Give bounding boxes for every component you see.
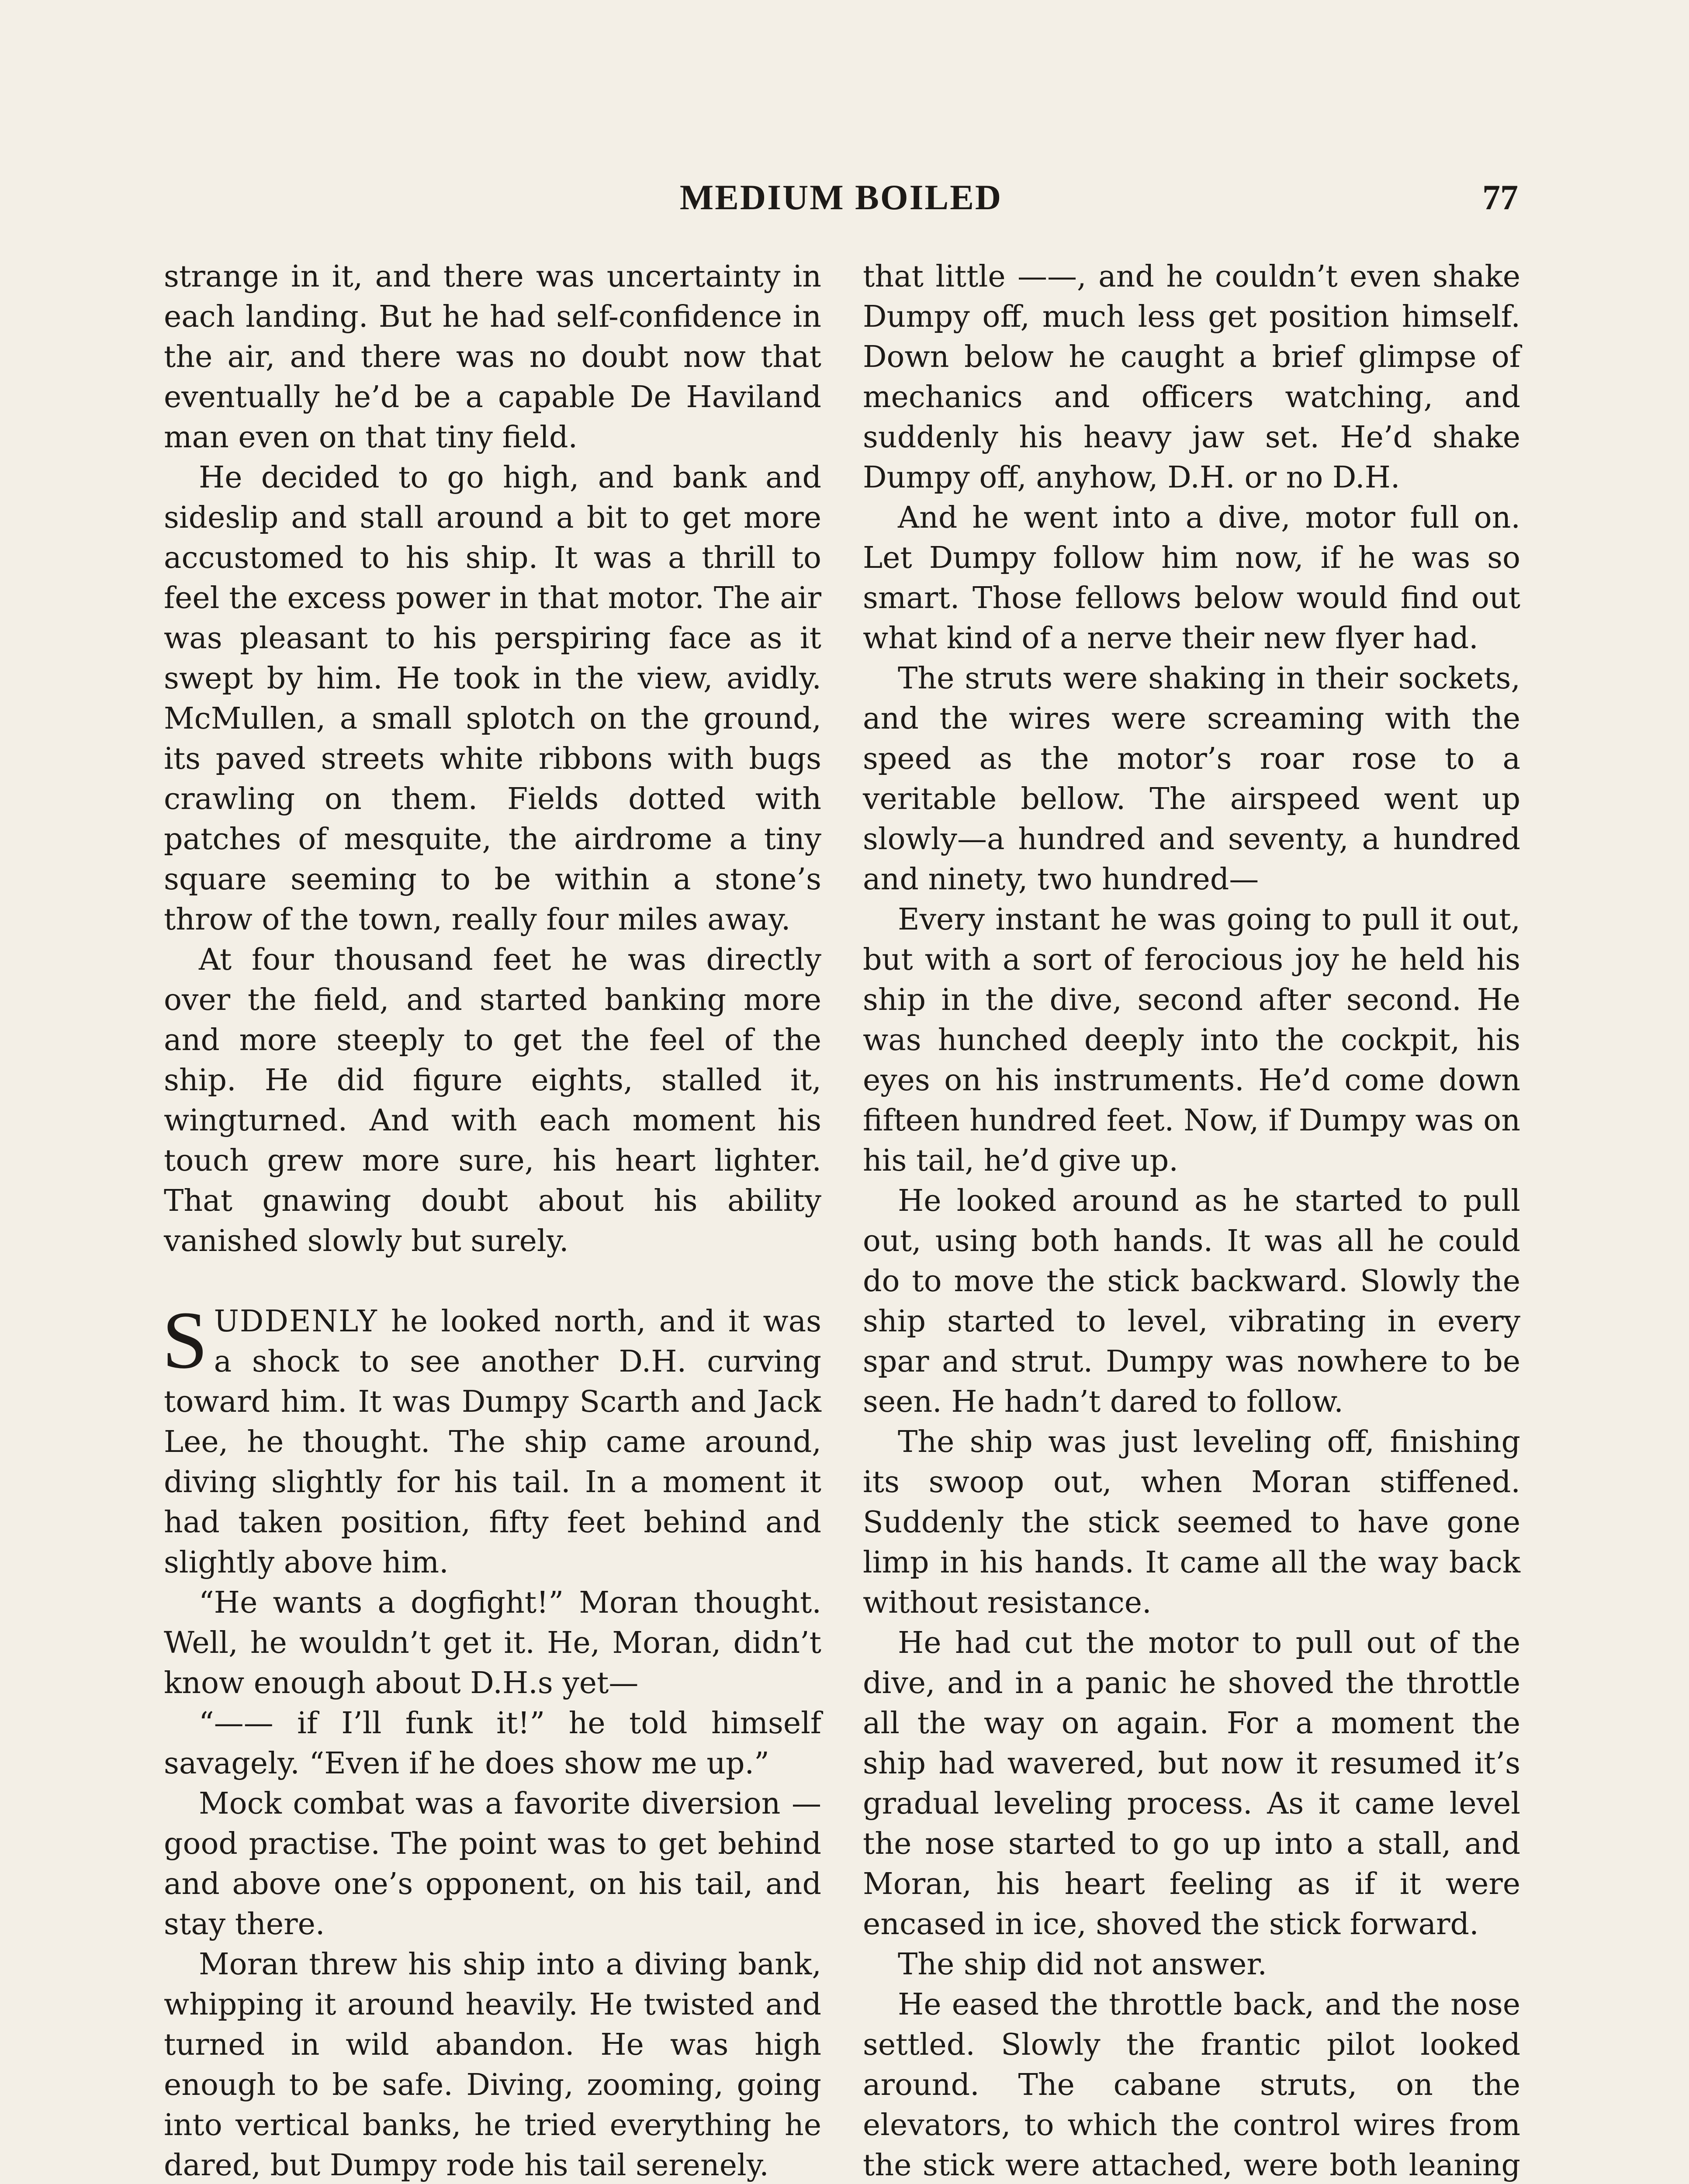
left-column — [164, 257, 821, 2184]
paragraph: “—— if I’ll funk it!” he told himself savagely. “Even if he does show me up.” — [164, 1706, 821, 1781]
paragraph: He eased the throttle back, and the nose settled. Slowly the frantic pilot looked around. The cabane struts, on the elevators, to which the control wires from the stick were attached, were both leaning — [863, 1987, 1520, 2183]
paragraph: that little ——, and he couldn’t even shake Dumpy off, much less get position himself. Down below he caught a brief glimpse of mechanics and officers watching, and suddenly his heavy jaw set. He’d shake Dumpy off, anyhow, D.H. or no D.H. — [863, 259, 1520, 495]
paragraph: strange in it, and there was uncertainty in each landing. But he had self-confidence in the air, and there was no doubt now that eventually he’d be a capable De Haviland man even on that tiny field. — [164, 259, 821, 455]
small-caps-lead: UDDENLY — [214, 1304, 378, 1339]
right-column — [863, 257, 1520, 2184]
paragraph: The ship was just leveling off, finishing its swoop out, when Moran stiffened. Suddenly the stick seemed to have gone limp in his hands. It came all the way back without resistance. — [863, 1425, 1520, 1620]
running-title: MEDIUM BOILED — [679, 177, 1003, 217]
paragraph: “He wants a dogfight!” Moran thought. Well, he wouldn’t get it. He, Moran, didn’t know enough about D.H.s yet— — [164, 1586, 821, 1700]
paragraph: At four thousand feet he was directly over the field, and started banking more and more steeply to get the feel of the ship. He did figure eights, stalled it, wingturned. And with each moment his touch grew more sure, his heart lighter. That gnawing doubt about his ability vanished slowly but surely. — [164, 943, 821, 1258]
drop-cap: S — [162, 1294, 208, 1386]
paragraph: He had cut the motor to pull out of the dive, and in a panic he shoved the throttle all the way on again. For a moment the ship had wavered, but now it resumed it’s gradual leveling process. As it came level the nose started to go up into a stall, and Moran, his heart feeling as if it were encased in ice, shoved the stick forward. — [863, 1626, 1520, 1942]
paragraph-text: he looked north, and it was a shock to see another D.H. curving toward him. It was Dumpy Scarth and Jack Lee, he thought. The ship came around, diving slightly for his tail. In a moment it had taken position, fifty feet behind and slightly above him. — [164, 1304, 821, 1580]
paragraph: Moran threw his ship into a diving bank, whipping it around heavily. He twisted and turned in wild abandon. He was high enough to be safe. Diving, zooming, going into vertical banks, he tried everything he dared, but Dumpy rode his tail serenely. — [164, 1947, 821, 2183]
paragraph: The struts were shaking in their sockets, and the wires were screaming with the speed as the motor’s roar rose to a veritable bellow. The airspeed went up slowly—a hundred and seventy, a hundred and ninety, two hundred— — [863, 661, 1520, 897]
paragraph: Every instant he was going to pull it out, but with a sort of ferocious joy he held his ship in the dive, second after second. He was hunched deeply into the cockpit, his eyes on his instruments. He’d come down fifteen hundred feet. Now, if Dumpy was on his tail, he’d give up. — [863, 902, 1520, 1178]
paragraph: He decided to go high, and bank and sideslip and stall around a bit to get more accustomed to his ship. It was a thrill to feel the excess power in that motor. The air was pleasant to his perspiring face as it swept by him. He took in the view, avidly. McMullen, a small splotch on the ground, its paved streets white ribbons with bugs crawling on them. Fields dotted with patches of mesquite, the airdrome a tiny square seeming to be within a stone’s throw of the town, really four miles away. — [164, 460, 821, 937]
paragraph: He looked around as he started to pull out, using both hands. It was all he could do to move the stick backward. Slowly the ship started to level, vibrating in every spar and strut. Dumpy was nowhere to be seen. He hadn’t dared to follow. — [863, 1184, 1520, 1419]
section-opening-paragraph — [162, 1294, 821, 1583]
running-header — [164, 177, 1518, 225]
paragraph: The ship did not answer. — [898, 1947, 1267, 1982]
page-number: 77 — [1482, 177, 1518, 217]
paragraph: And he went into a dive, motor full on. Let Dumpy follow him now, if he was so smart. Those fellows below would find out what kind of a nerve their new flyer had. — [863, 501, 1520, 656]
paragraph: Mock combat was a favorite diversion —good practise. The point was to get behind and above one’s opponent, on his tail, and stay there. — [164, 1787, 821, 1942]
